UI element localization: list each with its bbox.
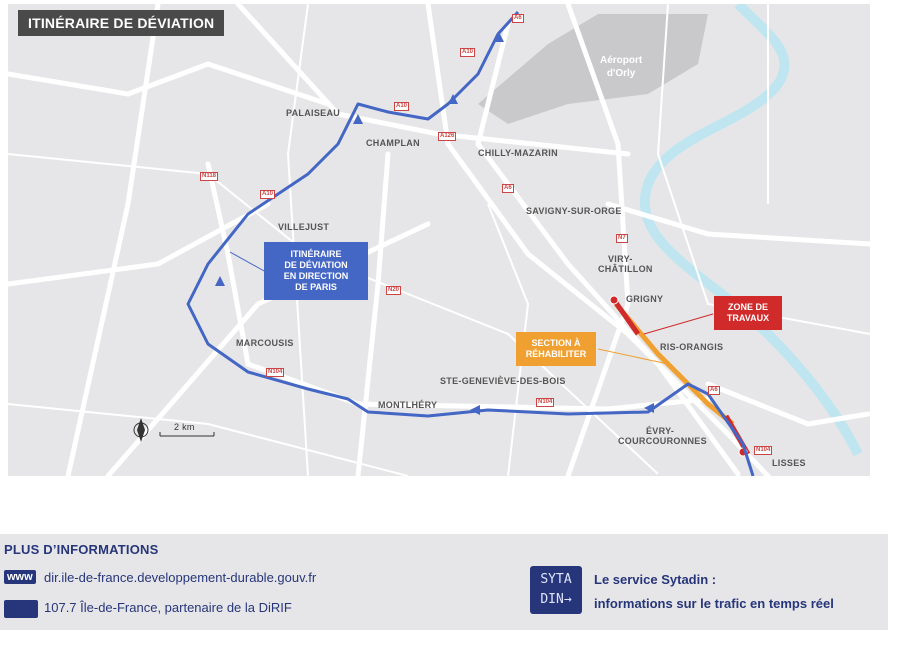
place-villejust: VILLEJUST <box>278 222 330 232</box>
place-savigny: SAVIGNY-SUR-ORGE <box>526 206 622 216</box>
sytadin-line1: Le service Sytadin : <box>594 572 717 587</box>
map-drawing <box>8 4 870 476</box>
works-callout: ZONE DE TRAVAUX <box>714 296 782 330</box>
radio-info: 107.7 Île-de-France, partenaire de la DiRIF <box>44 600 292 615</box>
place-stegenevieve: STE-GENEVIÈVE-DES-BOIS <box>440 376 566 386</box>
road-label-a6: A6 <box>514 15 522 21</box>
map-title: ITINÉRAIRE DE DÉVIATION <box>18 10 224 36</box>
place-grigny: GRIGNY <box>626 294 664 304</box>
detour-pointer <box>230 252 266 272</box>
road-label-a126: A126 <box>440 133 455 139</box>
info-title: PLUS D’INFORMATIONS <box>4 542 159 557</box>
road-label-a10: A10 <box>462 49 474 55</box>
place-ris: RIS-ORANGIS <box>660 342 724 352</box>
road-label-n7: N7 <box>618 235 626 241</box>
place-chilly: CHILLY-MAZARIN <box>478 148 558 158</box>
road-label-n104: N104 <box>756 447 771 453</box>
road-label-a6: A6 <box>710 387 718 393</box>
place-palaiseau: PALAISEAU <box>286 108 341 118</box>
road-label-n20: N20 <box>388 287 400 293</box>
sytadin-logo: SYTA DIN→ <box>530 566 582 614</box>
road-label-n104: N104 <box>268 369 283 375</box>
airport-label: Aéroport d'Orly <box>600 55 643 79</box>
place-evry: ÉVRY- COURCOURONNES <box>618 426 707 446</box>
sytadin-line2: informations sur le trafic en temps réel <box>594 596 834 611</box>
place-marcoussis: MARCOUSIS <box>236 338 294 348</box>
place-champlan: CHAMPLAN <box>366 138 420 148</box>
works-pointer <box>644 314 713 334</box>
radio-icon <box>4 600 38 618</box>
website-link[interactable]: dir.ile-de-france.developpement-durable.gouv.fr <box>44 570 317 585</box>
place-lisses: LISSES <box>772 458 806 468</box>
rehab-callout: SECTION À RÉHABILITER <box>516 332 596 366</box>
scale-label: 2 km <box>174 422 195 432</box>
works-marker-north <box>610 296 618 304</box>
info-panel <box>0 534 888 630</box>
place-montlhery: MONTLHÉRY <box>378 400 438 410</box>
road-label-a6: A6 <box>504 185 512 191</box>
detour-callout: ITINÉRAIRE DE DÉVIATION EN DIRECTION DE PARIS <box>264 242 368 300</box>
map-area <box>8 4 870 476</box>
road-network <box>8 4 870 476</box>
road-label-a10: A10 <box>396 103 408 109</box>
road-label-n118: N118 <box>202 173 217 179</box>
place-viry: VIRY- CHÂTILLON <box>598 254 653 274</box>
road-label-a10: A10 <box>262 191 274 197</box>
road-label-n104: N104 <box>538 399 553 405</box>
www-badge: www <box>4 570 36 584</box>
